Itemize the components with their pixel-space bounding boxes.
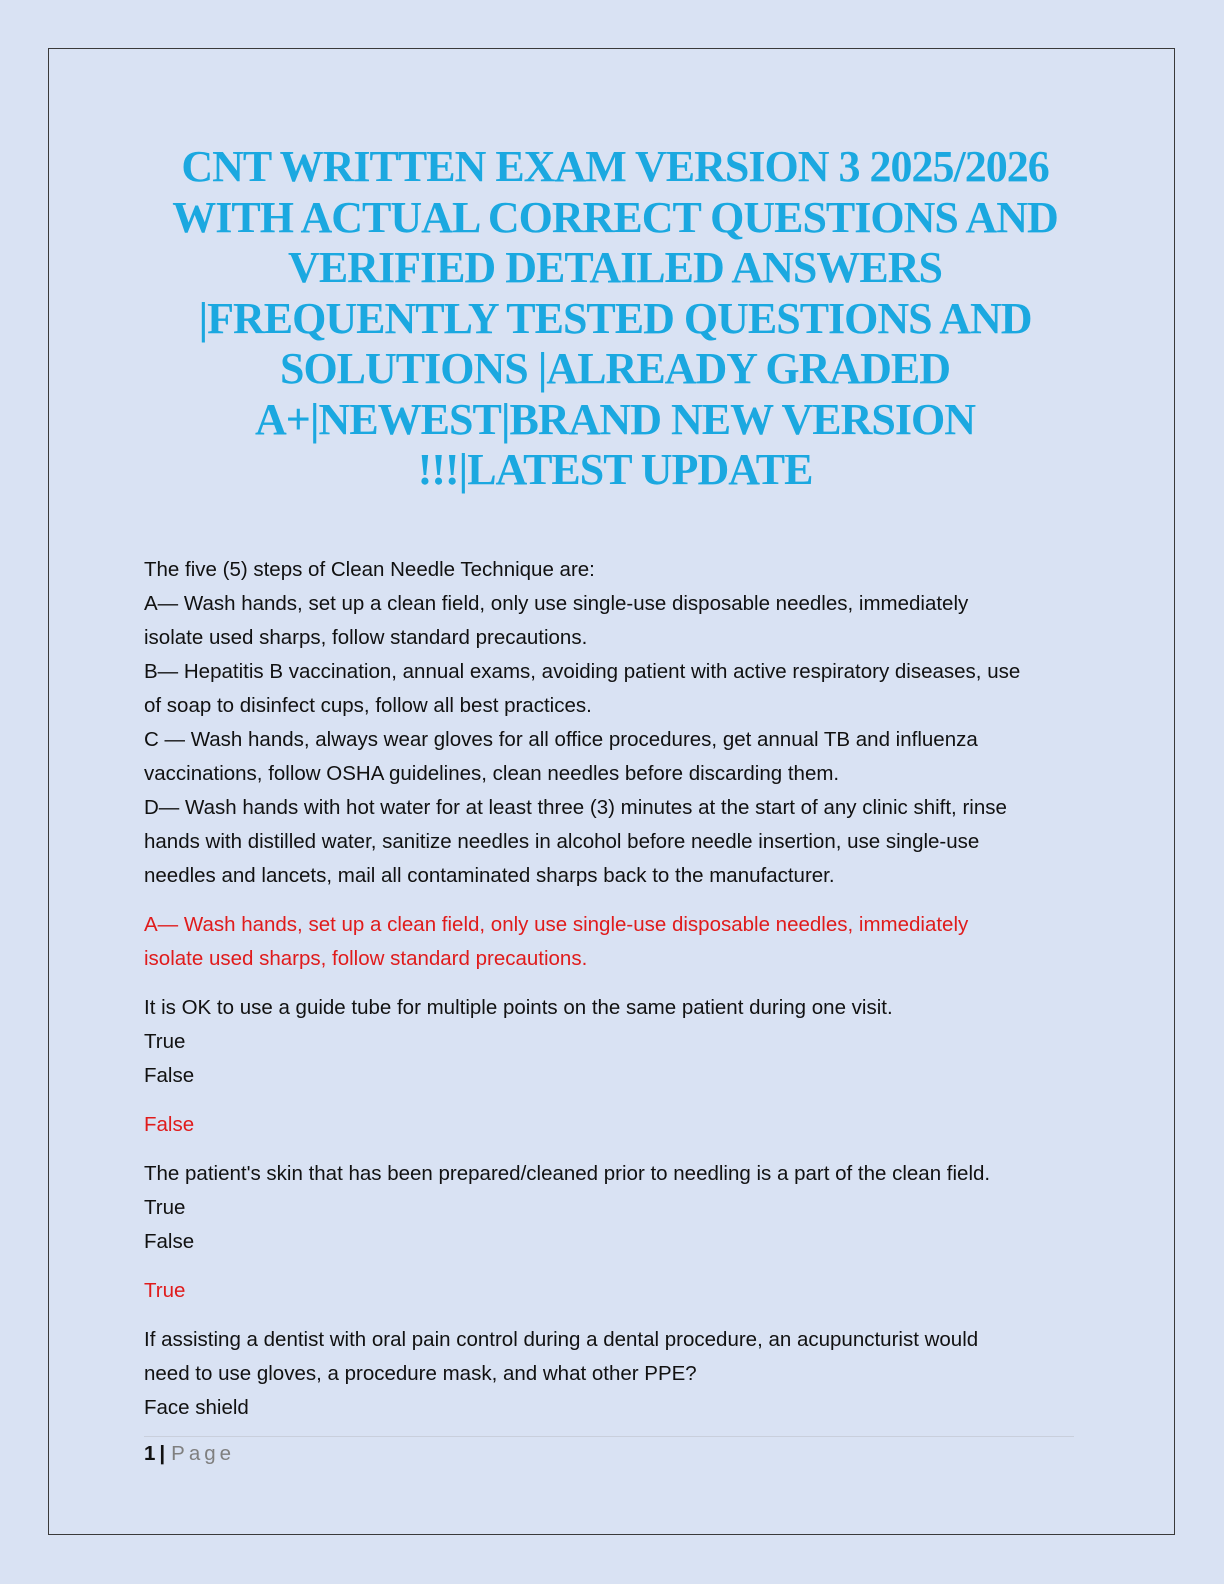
option-text: D— Wash hands with hot water for at least three (3) minutes at the start of any clinic shift, rinse — [144, 796, 1007, 819]
answer-block — [144, 1108, 1084, 1142]
option-text: vaccinations, follow OSHA guidelines, clean needles before discarding them. — [144, 762, 840, 785]
option-text: C — Wash hands, always wear gloves for all office procedures, get annual TB and influenza — [144, 728, 978, 751]
title-line: SOLUTIONS |ALREADY GRADED — [279, 344, 951, 393]
question-text: The patient's skin that has been prepared/cleaned prior to needling is a part of the clean field. — [144, 1162, 991, 1185]
option-text: needles and lancets, mail all contaminated sharps back to the manufacturer. — [144, 864, 835, 887]
title-line: A+|NEWEST|BRAND NEW VERSION — [255, 394, 975, 444]
title-line: VERIFIED DETAILED ANSWERS — [288, 243, 942, 292]
question-block — [144, 1323, 1084, 1425]
option-text: isolate used sharps, follow standard precautions. — [144, 626, 588, 649]
answer-text: True — [144, 1279, 186, 1302]
answer-text: False — [144, 1113, 195, 1136]
answer-text: isolate used sharps, follow standard precautions. — [144, 947, 588, 970]
page-label: Page — [171, 1442, 236, 1465]
document-title — [120, 142, 1110, 496]
question-text: If assisting a dentist with oral pain control during a dental procedure, an acupuncturist would — [144, 1328, 979, 1351]
document-body — [144, 553, 1084, 1440]
question-block — [144, 1157, 1084, 1259]
option-text: hands with distilled water, sanitize needles in alcohol before needle insertion, use single-use — [144, 830, 980, 853]
option-text: False — [144, 1064, 195, 1087]
option-text: A— Wash hands, set up a clean field, only use single-use disposable needles, immediately — [144, 592, 969, 615]
answer-block — [144, 1274, 1084, 1308]
option-text: False — [144, 1230, 195, 1253]
title-line: WITH ACTUAL CORRECT QUESTIONS AND — [172, 192, 1058, 242]
question-text: need to use gloves, a procedure mask, and what other PPE? — [144, 1362, 697, 1385]
title-line: |FREQUENTLY TESTED QUESTIONS AND — [198, 293, 1032, 343]
option-text: Face shield — [144, 1396, 249, 1419]
footer-separator: | — [159, 1442, 166, 1465]
option-text: True — [144, 1196, 186, 1219]
title-line: !!!|LATEST UPDATE — [417, 445, 813, 494]
question-block — [144, 991, 1084, 1093]
question-block — [144, 553, 1084, 893]
page-number: 1 — [144, 1442, 156, 1465]
option-text: of soap to disinfect cups, follow all best practices. — [144, 694, 592, 717]
page-footer — [144, 1436, 1074, 1469]
option-text: B— Hepatitis B vaccination, annual exams, avoiding patient with active respiratory diseases, use — [144, 660, 1021, 683]
answer-block — [144, 908, 1084, 976]
title-line: CNT WRITTEN EXAM VERSION 3 2025/2026 — [181, 142, 1049, 191]
option-text: True — [144, 1030, 186, 1053]
question-text: It is OK to use a guide tube for multiple points on the same patient during one visit. — [144, 996, 893, 1019]
question-text: The five (5) steps of Clean Needle Technique are: — [144, 558, 595, 581]
answer-text: A— Wash hands, set up a clean field, only use single-use disposable needles, immediately — [144, 913, 969, 936]
